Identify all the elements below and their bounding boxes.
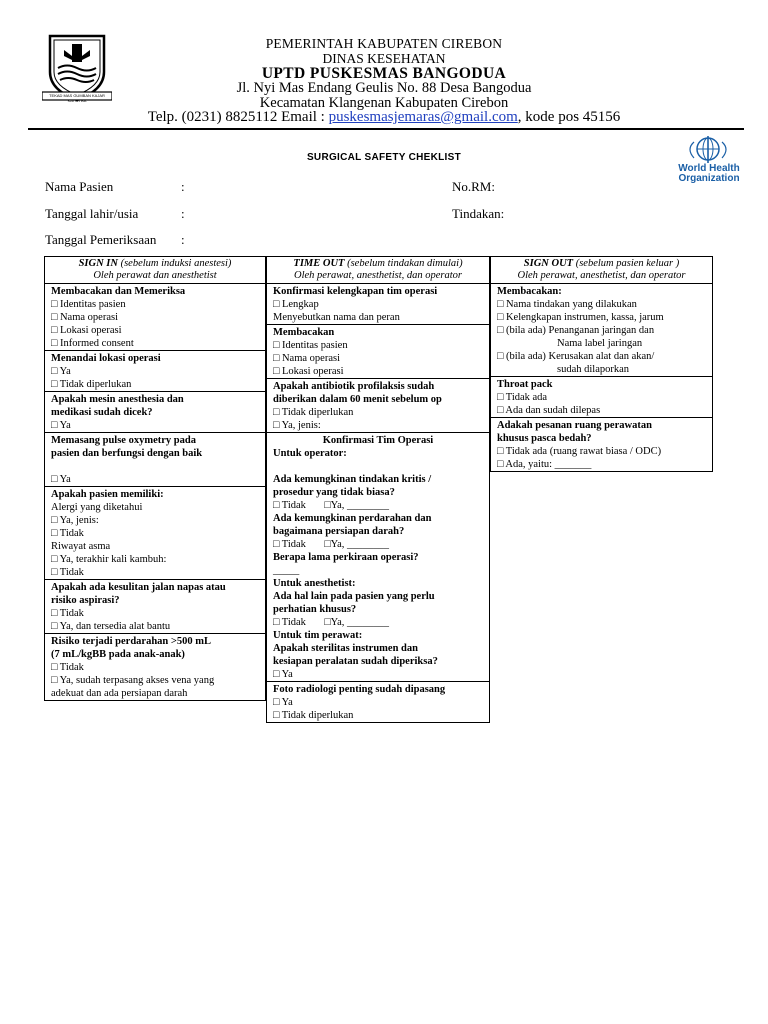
role-label: Untuk tim perawat:: [273, 630, 363, 641]
contact-postcode: , kode pos 45156: [517, 109, 621, 125]
header-line-department: DINAS KESEHATAN: [322, 51, 446, 66]
who-logo-text: World Health Organization: [678, 163, 740, 184]
sign-in-section-mark-site: [45, 350, 265, 391]
section-title: Apakah pasien memiliki:: [51, 489, 164, 500]
time-out-section-team: [267, 283, 489, 324]
checkbox-item[interactable]: □ Tidak ada: [497, 392, 548, 403]
checkbox-item[interactable]: □ Ya, sudah terpasang akses vena yang: [51, 675, 215, 686]
sign-in-section-pulse-oximetry: [45, 432, 265, 486]
item-label: Alergi yang diketahui: [51, 502, 143, 513]
section-title: khusus pasca bedah?: [497, 433, 592, 444]
section-title: medikasi sudah dicek?: [51, 407, 153, 418]
header-line-contact: [0, 109, 768, 126]
sign-out-section-post-op-care: [491, 417, 712, 471]
sign-out-subtitle: Oleh perawat, anesthetist, dan operator: [517, 270, 686, 281]
checkbox-item[interactable]: □ Lokasi operasi: [273, 366, 344, 377]
contact-phone: Telp. (0231) 8825112 Email :: [147, 109, 329, 125]
question: perhatian khusus?: [273, 604, 357, 615]
checkbox-item[interactable]: □ Identitas pasien: [273, 340, 348, 351]
item-continuation: sudah dilaporkan: [557, 364, 630, 375]
time-out-note: (sebelum tindakan dimulai): [344, 258, 463, 269]
time-out-section-radiology: [267, 681, 489, 722]
checkbox-item[interactable]: □ (bila ada) Penanganan jaringan dan: [497, 325, 655, 336]
time-out-section-antibiotic: [267, 378, 489, 432]
checkbox-item[interactable]: □ Lokasi operasi: [51, 325, 122, 336]
field-colon: :: [181, 179, 185, 194]
question: bagaimana persiapan darah?: [273, 526, 405, 537]
answer-options[interactable]: □ Tidak □Ya, ________: [273, 617, 390, 628]
field-label-tanggal-pemeriksaan: Tanggal Pemeriksaan: [45, 232, 157, 247]
sign-out-section-throat-pack: [491, 376, 712, 417]
checkbox-item[interactable]: □ Nama operasi: [273, 353, 340, 364]
section-title: Menandai lokasi operasi: [51, 353, 161, 364]
sign-in-note: (sebelum induksi anestesi): [117, 258, 232, 269]
checkbox-item[interactable]: □ Ya, dan tersedia alat bantu: [51, 621, 171, 632]
checkbox-item[interactable]: □ Tidak diperlukan: [273, 407, 354, 418]
section-title: Throat pack: [497, 379, 553, 390]
sign-in-section-bleeding-risk: [45, 633, 265, 700]
checkbox-item[interactable]: □ Tidak: [51, 567, 84, 578]
checkbox-item[interactable]: □ Tidak: [51, 662, 84, 673]
question: Ada kemungkinan perdarahan dan: [273, 513, 432, 524]
question: Berapa lama perkiraan operasi?: [273, 552, 419, 563]
question: prosedur yang tidak biasa?: [273, 487, 395, 498]
checkbox-item[interactable]: □ Tidak: [51, 528, 84, 539]
checkbox-item[interactable]: □ Ya, jenis:: [51, 515, 99, 526]
section-title: pasien dan berfungsi dengan baik: [51, 448, 203, 459]
sign-in-section-airway: [45, 579, 265, 633]
section-title: Adakah pesanan ruang perawatan: [497, 420, 652, 431]
question: kesiapan peralatan sudah diperiksa?: [273, 656, 438, 667]
checkbox-item[interactable]: □ Ya: [273, 669, 293, 680]
question: Ada hal lain pada pasien yang perlu: [273, 591, 435, 602]
checkbox-item[interactable]: □ (bila ada) Kerusakan alat dan akan/: [497, 351, 655, 362]
checkbox-item[interactable]: □ Ya, terakhir kali kambuh:: [51, 554, 167, 565]
header-line-government: PEMERINTAH KABUPATEN CIREBON: [265, 36, 503, 51]
checkbox-item[interactable]: □ Ya: [51, 420, 71, 431]
section-title: Membacakan dan Memeriksa: [51, 286, 186, 297]
section-title: Konfirmasi Tim Operasi: [322, 435, 434, 446]
field-label-nama-pasien: Nama Pasien: [45, 179, 114, 194]
checkbox-item[interactable]: □ Tidak: [51, 608, 84, 619]
section-title: Risiko terjadi perdarahan >500 mL: [51, 636, 211, 647]
header-line-address: Jl. Nyi Mas Endang Geulis No. 88 Desa Bangodua: [236, 80, 532, 96]
sign-out-note: (sebelum pasien keluar ): [573, 258, 680, 269]
time-out-subtitle: Oleh perawat, anesthetist, dan operator: [294, 270, 462, 281]
sign-in-subtitle: Oleh perawat dan anesthetist: [93, 270, 217, 281]
checkbox-item[interactable]: □ Nama operasi: [51, 312, 118, 323]
checkbox-item[interactable]: □ Identitas pasien: [51, 299, 126, 310]
section-title: Apakah antibiotik profilaksis sudah: [273, 381, 435, 392]
checkbox-item[interactable]: □ Ya: [51, 474, 71, 485]
checkbox-item[interactable]: □ Ya, jenis:: [273, 420, 321, 431]
answer-blank[interactable]: _____: [273, 565, 300, 576]
section-title: diberikan dalam 60 menit sebelum op: [273, 394, 442, 405]
checkbox-item[interactable]: □ Informed consent: [51, 338, 134, 349]
field-label-no-rm: No.RM:: [452, 179, 495, 194]
sign-in-section-anesthesia-check: [45, 391, 265, 432]
checkbox-item[interactable]: □ Ya: [51, 366, 71, 377]
time-out-column: [266, 256, 490, 723]
sign-out-header: [491, 257, 712, 283]
time-out-section-team-confirm: [267, 432, 489, 681]
item-label: Menyebutkan nama dan peran: [273, 312, 400, 323]
section-title: Apakah ada kesulitan jalan napas atau: [51, 582, 226, 593]
sign-out-column: [490, 256, 713, 472]
time-out-header: [267, 257, 489, 283]
section-title: Membacakan: [273, 327, 335, 338]
answer-options[interactable]: □ Tidak □Ya, ________: [273, 500, 390, 511]
section-title: (7 mL/kgBB pada anak-anak): [51, 649, 185, 660]
checkbox-item[interactable]: □ Ada, yaitu: _______: [497, 459, 592, 470]
email-link[interactable]: puskesmasjemaras@gmail.com: [328, 109, 518, 125]
field-colon: :: [181, 206, 185, 221]
sign-in-section-patient-history: [45, 486, 265, 579]
question: Apakah sterilitas instrumen dan: [273, 643, 418, 654]
checkbox-item[interactable]: □ Ya: [273, 697, 293, 708]
section-title: Foto radiologi penting sudah dipasang: [273, 684, 446, 695]
checkbox-item[interactable]: □ Ada dan sudah dilepas: [497, 405, 601, 416]
logo-ribbon-text: TEKAD MAS GUMBAN KAJAR KATWI BA: [49, 93, 105, 103]
item-continuation: Nama label jaringan: [557, 338, 643, 349]
sign-out-section-read: [491, 283, 712, 376]
header-line-district: Kecamatan Klangenan Kabupaten Cirebon: [259, 95, 509, 111]
header-line-institution: UPTD PUSKESMAS BANGODUA: [261, 65, 507, 82]
field-label-tanggal-lahir: Tanggal lahir/usia: [45, 206, 139, 221]
checkbox-item[interactable]: □ Tidak diperlukan: [51, 379, 132, 390]
section-title: risiko aspirasi?: [51, 595, 120, 606]
checkbox-item[interactable]: □ Nama tindakan yang dilakukan: [497, 299, 637, 310]
field-colon: :: [181, 232, 185, 247]
section-title: Membacakan:: [497, 286, 562, 297]
checkbox-item[interactable]: □ Tidak diperlukan: [273, 710, 354, 721]
sign-in-title: SIGN IN: [78, 258, 118, 269]
answer-options[interactable]: □ Tidak □Ya, ________: [273, 539, 390, 550]
checkbox-item[interactable]: □ Kelengkapan instrumen, kassa, jarum: [497, 312, 664, 323]
sign-out-title: SIGN OUT: [523, 258, 574, 269]
section-title: Apakah mesin anesthesia dan: [51, 394, 184, 405]
section-title: Konfirmasi kelengkapan tim operasi: [273, 286, 438, 297]
checkbox-item[interactable]: □ Tidak ada (ruang rawat biasa / ODC): [497, 446, 662, 457]
item-label: Riwayat asma: [51, 541, 111, 552]
sign-in-header: [45, 257, 265, 283]
header-divider: [28, 128, 744, 130]
field-label-tindakan: Tindakan:: [452, 206, 505, 221]
section-title: Memasang pulse oxymetry pada: [51, 435, 196, 446]
document-title: SURGICAL SAFETY CHEKLIST: [306, 152, 462, 163]
time-out-section-read: [267, 324, 489, 378]
checkbox-item[interactable]: □ Lengkap: [273, 299, 319, 310]
time-out-title: TIME OUT: [293, 258, 345, 269]
role-label: Untuk operator:: [273, 448, 347, 459]
role-label: Untuk anesthetist:: [273, 578, 356, 589]
sign-in-column: [44, 256, 266, 701]
question: Ada kemungkinan tindakan kritis /: [273, 474, 432, 485]
sign-in-section-verify: [45, 283, 265, 350]
item-label: adekuat dan ada persiapan darah: [51, 688, 188, 699]
